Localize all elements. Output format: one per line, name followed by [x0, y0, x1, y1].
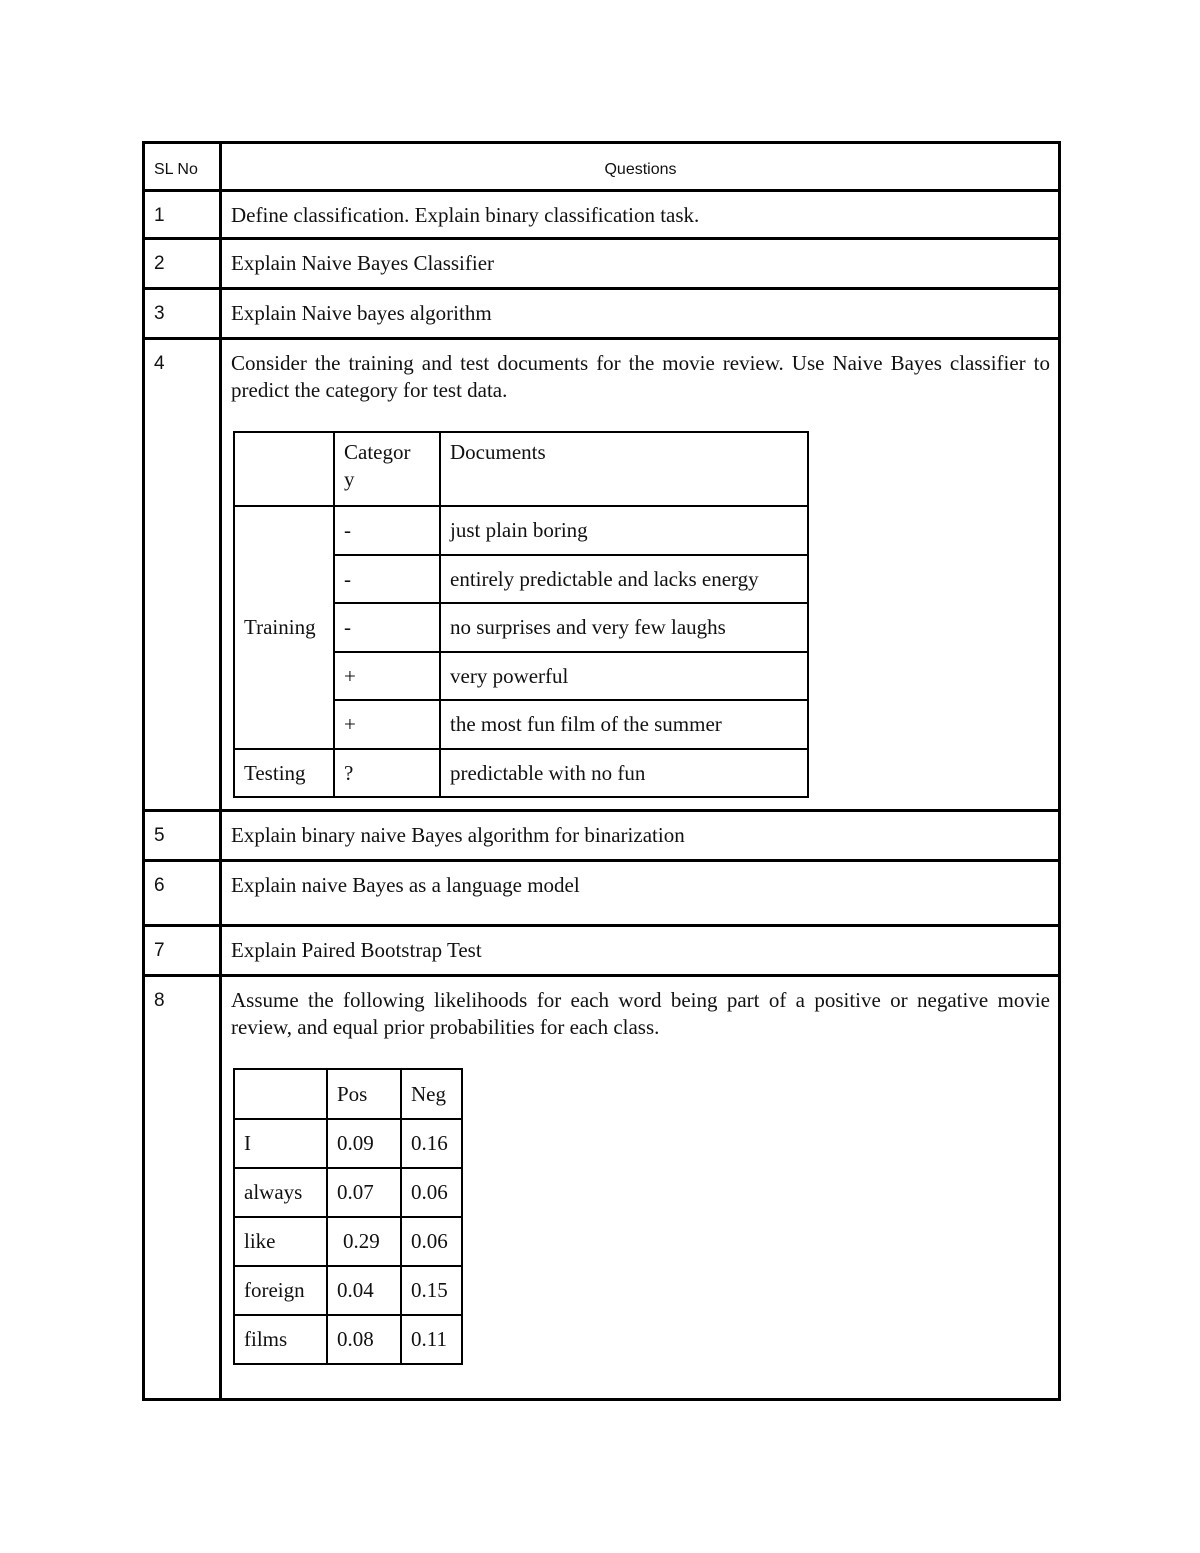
testing-label: Testing: [234, 749, 334, 797]
question-row-8: [144, 976, 1060, 1400]
question-number: 1: [144, 191, 221, 239]
pos-cell: 0.08: [327, 1315, 401, 1364]
empty-header-cell: [234, 432, 334, 506]
movie-table-header: [234, 432, 808, 506]
document-cell: very powerful: [440, 652, 808, 700]
question-row-3: [144, 289, 1060, 339]
neg-cell: 0.06: [401, 1217, 462, 1266]
question-number: 2: [144, 239, 221, 289]
document-cell: the most fun film of the summer: [440, 700, 808, 749]
question-text: Explain Naive Bayes Classifier: [221, 239, 1060, 289]
neg-cell: 0.15: [401, 1266, 462, 1315]
document-cell: no surprises and very few laughs: [440, 603, 808, 652]
table-row: [234, 1168, 462, 1217]
question-number: 3: [144, 289, 221, 339]
document-cell: entirely predictable and lacks energy: [440, 555, 808, 603]
likelihood-table: [233, 1068, 463, 1365]
category-cell: -: [334, 555, 440, 603]
empty-header-cell: [234, 1069, 327, 1119]
likelihood-header: [234, 1069, 462, 1119]
pos-cell: 0.09: [327, 1119, 401, 1168]
question-text: Define classification. Explain binary classification task.: [221, 191, 1060, 239]
table-row: [234, 1217, 462, 1266]
category-cell: -: [334, 506, 440, 555]
pos-cell: 0.29: [327, 1217, 401, 1266]
question-text: Consider the training and test documents for the movie review. Use Naive Bayes classifier to predict the category for test data.: [231, 351, 1050, 402]
documents-header: Documents: [440, 432, 808, 506]
question-row-4: [144, 339, 1060, 811]
questions-table: [142, 141, 1061, 1401]
category-cell: ?: [334, 749, 440, 797]
table-row: [234, 1315, 462, 1364]
table-header-row: [144, 143, 1060, 191]
category-header-line1: Categor: [344, 440, 411, 464]
question-number: 7: [144, 926, 221, 976]
question-row-6: [144, 861, 1060, 926]
training-label: Training: [234, 506, 334, 749]
document-cell: just plain boring: [440, 506, 808, 555]
question-text: Explain Naive bayes algorithm: [221, 289, 1060, 339]
table-row: [234, 506, 808, 555]
document-cell: predictable with no fun: [440, 749, 808, 797]
question-text: Explain binary naive Bayes algorithm for binarization: [221, 811, 1060, 861]
neg-header: Neg: [401, 1069, 462, 1119]
question-row-7: [144, 926, 1060, 976]
word-cell: I: [234, 1119, 327, 1168]
neg-cell: 0.06: [401, 1168, 462, 1217]
question-number: 4: [144, 339, 221, 811]
question-number: 5: [144, 811, 221, 861]
question-row-2: [144, 239, 1060, 289]
question-text: Explain naive Bayes as a language model: [221, 861, 1060, 926]
question-row-1: [144, 191, 1060, 239]
category-header: [334, 432, 440, 506]
category-header-line2: y: [344, 467, 355, 491]
category-cell: +: [334, 700, 440, 749]
word-cell: like: [234, 1217, 327, 1266]
question-text: Explain Paired Bootstrap Test: [221, 926, 1060, 976]
pos-cell: 0.04: [327, 1266, 401, 1315]
question-number: 6: [144, 861, 221, 926]
question-text: Assume the following likelihoods for each word being part of a positive or negative movie review, and equal prior probabilities for each class.: [231, 988, 1050, 1039]
neg-cell: 0.11: [401, 1315, 462, 1364]
neg-cell: 0.16: [401, 1119, 462, 1168]
header-questions: Questions: [221, 143, 1060, 191]
pos-header: Pos: [327, 1069, 401, 1119]
word-cell: foreign: [234, 1266, 327, 1315]
header-sl-no: SL No: [144, 143, 221, 191]
word-cell: films: [234, 1315, 327, 1364]
pos-cell: 0.07: [327, 1168, 401, 1217]
category-cell: -: [334, 603, 440, 652]
category-cell: +: [334, 652, 440, 700]
question-cell: [221, 339, 1060, 811]
table-row: [234, 1119, 462, 1168]
test-row: [234, 749, 808, 797]
question-row-5: [144, 811, 1060, 861]
word-cell: always: [234, 1168, 327, 1217]
question-number: 8: [144, 976, 221, 1400]
movie-review-table: [233, 431, 809, 798]
table-row: [234, 1266, 462, 1315]
question-cell: [221, 976, 1060, 1400]
